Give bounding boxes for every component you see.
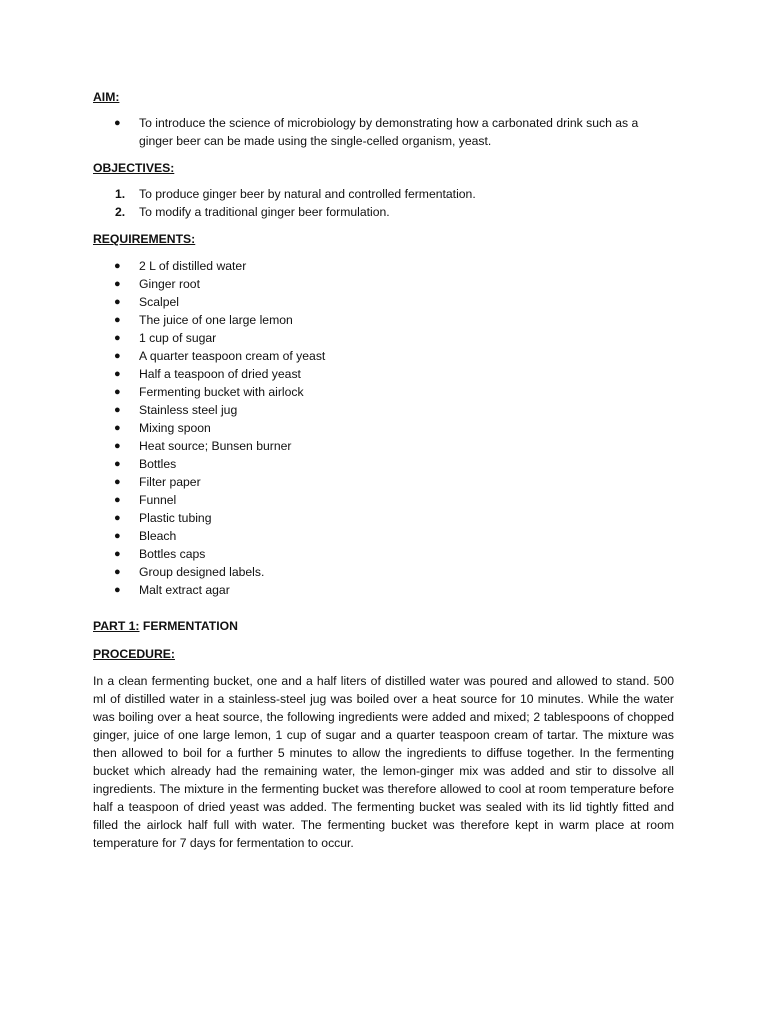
list-item <box>93 365 674 383</box>
requirement-text: Stainless steel jug <box>139 403 238 417</box>
requirement-text: A quarter teaspoon cream of yeast <box>139 349 326 363</box>
list-item <box>93 437 674 455</box>
bullet-icon: ● <box>114 386 121 398</box>
bullet-icon: ● <box>114 332 121 344</box>
list-item <box>93 455 674 473</box>
bullet-icon: ● <box>114 422 121 434</box>
requirement-text: The juice of one large lemon <box>139 313 293 327</box>
objective-text: To modify a traditional ginger beer formulation. <box>139 205 390 219</box>
requirement-text: Plastic tubing <box>139 511 212 525</box>
requirement-text: Ginger root <box>139 277 200 291</box>
bullet-icon: ● <box>114 350 121 362</box>
part1-title: FERMENTATION <box>142 619 238 633</box>
list-item <box>93 293 674 311</box>
aim-item-text: To introduce the science of microbiology by demonstrating how a carbonated drink such as a ginger beer can be made using the single-celled organism, yeast. <box>139 116 639 148</box>
requirement-text: Half a teaspoon of dried yeast <box>139 367 301 381</box>
bullet-icon: ● <box>114 566 121 578</box>
bullet-icon: ● <box>114 494 121 506</box>
bullet-icon: ● <box>114 404 121 416</box>
requirements-list <box>93 257 674 599</box>
requirement-text: Bleach <box>139 529 177 543</box>
list-item <box>93 419 674 437</box>
aim-list <box>93 114 674 150</box>
bullet-icon: ● <box>114 368 121 380</box>
procedure-heading: PROCEDURE: <box>93 647 175 661</box>
bullet-icon: ● <box>114 117 121 129</box>
bullet-icon: ● <box>114 278 121 290</box>
requirement-text: Filter paper <box>139 475 201 489</box>
bullet-icon: ● <box>114 548 121 560</box>
list-item <box>93 545 674 563</box>
bullet-icon: ● <box>114 476 121 488</box>
bullet-icon: ● <box>114 458 121 470</box>
bullet-icon: ● <box>114 314 121 326</box>
requirement-text: Mixing spoon <box>139 421 211 435</box>
list-item <box>93 509 674 527</box>
requirement-text: Funnel <box>139 493 177 507</box>
objectives-list <box>93 185 674 221</box>
list-item <box>93 257 674 275</box>
requirement-text: 2 L of distilled water <box>139 259 247 273</box>
objectives-heading: OBJECTIVES: <box>93 161 175 175</box>
bullet-icon: ● <box>114 584 121 596</box>
list-item <box>93 563 674 581</box>
list-item <box>93 329 674 347</box>
part1-heading <box>93 617 674 635</box>
requirement-text: Bottles <box>139 457 177 471</box>
objective-number: 1. <box>115 187 126 201</box>
requirement-text: 1 cup of sugar <box>139 331 217 345</box>
requirement-text: Malt extract agar <box>139 583 230 597</box>
list-item <box>93 473 674 491</box>
requirement-text: Group designed labels. <box>139 565 265 579</box>
requirement-text: Heat source; Bunsen burner <box>139 439 292 453</box>
list-item <box>93 401 674 419</box>
bullet-icon: ● <box>114 530 121 542</box>
document-page <box>93 88 674 852</box>
aim-heading: AIM: <box>93 90 120 104</box>
list-item <box>93 383 674 401</box>
list-item <box>93 581 674 599</box>
list-item <box>93 203 674 221</box>
list-item <box>93 347 674 365</box>
list-item <box>93 311 674 329</box>
bullet-icon: ● <box>114 512 121 524</box>
list-item <box>93 491 674 509</box>
procedure-paragraph: In a clean fermenting bucket, one and a half liters of distilled water was poured and allowed to stand. 500 ml of distilled water in a stainless-steel jug was boiled over a heat source for 10 minutes. While the water was boiling over a heat source, the following ingredients were added and mixed; 2 tablespoons of chopped ginger, juice of one large lemon, 1 cup of sugar and a quarter teaspoon cream of tartar. The mixture was then allowed to boil for a further 5 minutes to allow the ingredients to diffuse together. In the fermenting bucket which already had the remaining water, the lemon-ginger mix was added and stir to dissolve all ingredients. The mixture in the fermenting bucket was therefore allowed to cool at room temperature before half a teaspoon of dried yeast was added. The fermenting bucket was sealed with its lid tightly fitted and filled the airlock half full with water. The fermenting bucket was therefore kept in warm place at room temperature for 7 days for fermentation to occur. <box>93 674 674 850</box>
bullet-icon: ● <box>114 440 121 452</box>
requirement-text: Scalpel <box>139 295 179 309</box>
objective-text: To produce ginger beer by natural and controlled fermentation. <box>139 187 476 201</box>
list-item <box>93 185 674 203</box>
bullet-icon: ● <box>114 260 121 272</box>
list-item <box>93 527 674 545</box>
requirements-heading: REQUIREMENTS: <box>93 232 196 246</box>
objective-number: 2. <box>115 205 126 219</box>
bullet-icon: ● <box>114 296 121 308</box>
list-item <box>93 114 674 150</box>
part1-label: PART 1: <box>93 619 140 633</box>
requirement-text: Fermenting bucket with airlock <box>139 385 304 399</box>
list-item <box>93 275 674 293</box>
requirement-text: Bottles caps <box>139 547 206 561</box>
